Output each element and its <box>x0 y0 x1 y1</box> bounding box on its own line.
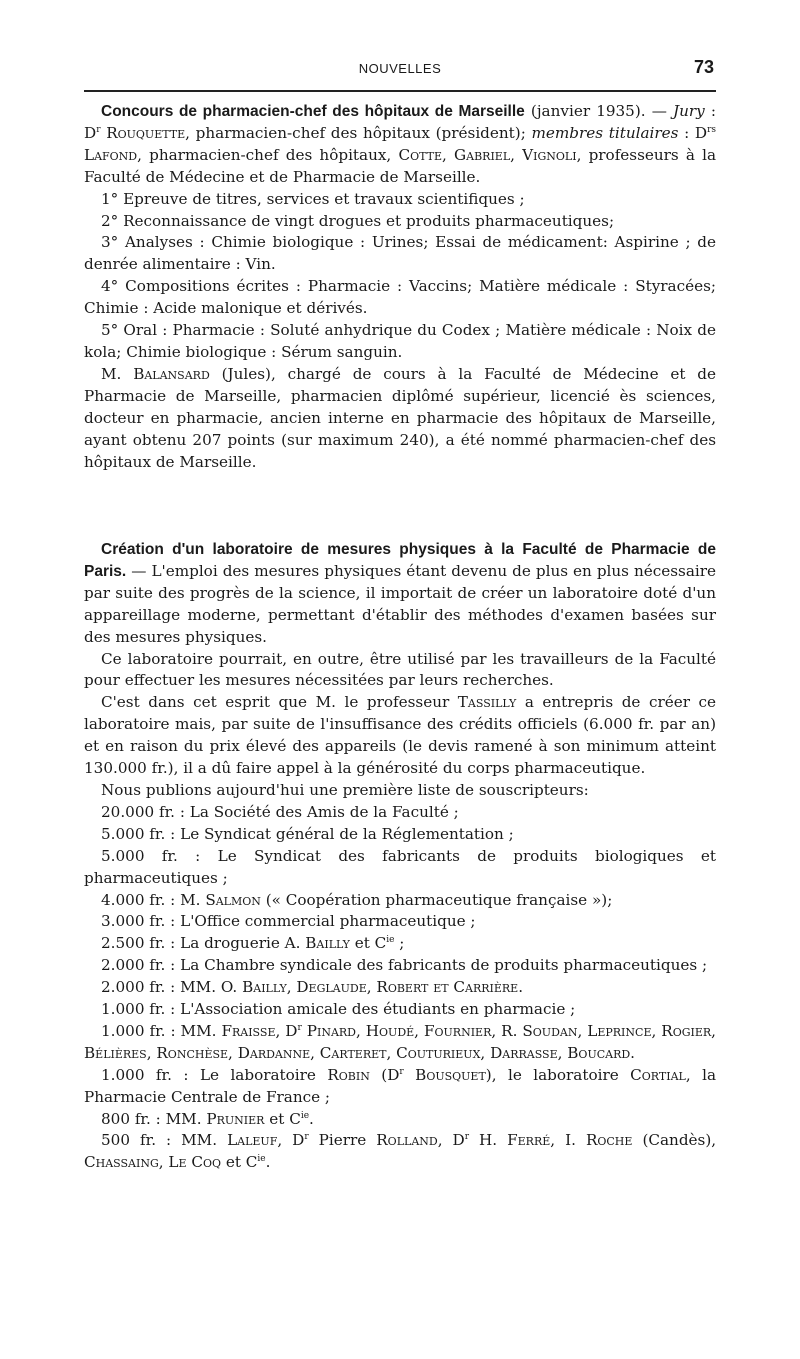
donor-item: 2.500 fr. : La droguerie A. Bailly et $C^{ie}$ ; <box>101 934 405 953</box>
donor-item: 2.000 fr. : MM. O. Bailly, Deglaude, Robert et Carrière. <box>101 978 524 997</box>
donor-item: 5.000 fr. : Le Syndicat des fabricants de produits biologiques et pharmaceutiques ; <box>84 846 716 887</box>
page-header <box>84 57 716 87</box>
donor-item: 20.000 fr. : La Société des Amis de la Faculté ; <box>101 802 459 821</box>
donor-item: 1.000 fr. : Le laboratoire Robin ($D^r$ Bousquet), le laboratoire Cortial, la Pharmacie Centrale de France ; <box>84 1065 717 1106</box>
name-balansard: Balansard <box>133 364 210 383</box>
name-rouquette: Rouquette <box>106 123 186 142</box>
donor-item: 500 fr. : MM. Laleuf, $D^r$ Pierre Rolland, $D^r$ H. Ferré, I. Roche (Candès), Chassaing, Le Coq et $C^{ie}$. <box>84 1131 717 1172</box>
donor-item: 2.000 fr. : La Chambre syndicale des fabricants de produits pharmaceutiques ; <box>101 956 708 975</box>
laboratoire-para-2: Ce laboratoire pourrait, en outre, être utilisé par les travailleurs de la Faculté pour effectuer les mesures nécessitées par leurs recherches. <box>84 649 716 690</box>
donors-list <box>84 802 716 1174</box>
section-title-laboratoire: Création d'un laboratoire de mesures physiques à la Faculté de Pharmacie de Paris. <box>84 541 716 580</box>
laboratoire-intro: Création d'un laboratoire de mesures physiques à la Faculté de Pharmacie de Paris. — L'emploi des mesures physiques étant devenu de plus en plus nécessaire par suite des progrès de la science, il importait de créer un laboratoire doté d'un appareillage moderne, permettant d'établir des méthodes d'examen basées sur des mesures physiques. <box>84 541 716 646</box>
laboratoire-para-3: C'est dans cet esprit que M. le professeur Tassilly a entrepris de créer ce laboratoire mais, par suite de l'insuffisance des crédits officiels (6.000 fr. par an) et en raison du prix élevé des appareils (le devis ramené à son minimum atteint 130.000 fr.), il a dû faire appel à la générosité du corps pharmaceutique. <box>84 693 717 778</box>
donor-item: 800 fr. : MM. Prunier et $C^{ie}$. <box>101 1109 314 1128</box>
donor-item: 4.000 fr. : M. Salmon (« Coopération pharmaceutique française »); <box>101 890 613 909</box>
donor-item: 1.000 fr. : MM. Fraisse, $D^r$ Pinard, Houdé, Fournier, R. Soudan, Leprince, Rogier, Bélières, Ronchèse, Dardanne, Carteret, Couturieux, Darrasse, Boucard. <box>84 1021 716 1062</box>
laboratoire-para-4: Nous publions aujourd'hui une première liste de souscripteurs: <box>101 780 589 799</box>
name-tassilly: Tassilly <box>457 693 517 712</box>
name-vignoli: Vignoli <box>522 145 577 164</box>
name-lafond: Lafond <box>84 145 138 164</box>
epreuve-item-1: 1° Epreuve de titres, services et travaux scientifiques ; <box>101 189 525 208</box>
donor-item: 3.000 fr. : L'Office commercial pharmaceutique ; <box>101 912 476 931</box>
concours-intro: Concours de pharmacien-chef des hôpitaux de Marseille (janvier 1935). — Jury : $D^r$ Rouquette, pharmacien-chef des hôpitaux (président); membres titulaires : $D^{rs}$ Lafond, pharmacien-chef des hôpitaux, Cotte, Gabriel, Vignoli, professeurs à la Faculté de Médecine et de Pharmacie de Marseille. <box>84 102 717 186</box>
epreuve-item-4: 4° Compositions écrites : Pharmacie : Vaccins; Matière médicale : Styracées; Chimie : Acide malonique et dérivés. <box>84 277 716 318</box>
name-gabriel: Gabriel <box>454 145 511 164</box>
running-title: NOUVELLES <box>358 61 442 76</box>
section-title-concours: Concours de pharmacien-chef des hôpitaux de Marseille <box>101 103 525 120</box>
donor-item: 5.000 fr. : Le Syndicat général de la Réglementation ; <box>101 824 514 843</box>
epreuve-item-2: 2° Reconnaissance de vingt drogues et produits pharmaceutiques; <box>101 211 615 230</box>
concours-result: M. Balansard (Jules), chargé de cours à la Faculté de Médecine et de Pharmacie de Marseille, pharmacien diplômé supérieur, licencié ès sciences, docteur en pharmacie, ancien interne en pharmacie des hôpitaux de Marseille, ayant obtenu 207 points (sur maximum 240), a été nommé pharmacien-chef des hôpitaux de Marseille. <box>84 364 716 471</box>
epreuve-item-5: 5° Oral : Pharmacie : Soluté anhydrique du Codex ; Matière médicale : Noix de kola; Chimie biologique : Sérum sanguin. <box>84 321 716 361</box>
page-number: 73 <box>693 57 714 77</box>
section-laboratoire <box>84 539 716 1174</box>
section-concours <box>84 101 716 473</box>
header-rule <box>84 90 716 92</box>
epreuve-item-3: 3° Analyses : Chimie biologique : Urines; Essai de médicament: Aspirine ; de denrée alimentaire : Vin. <box>84 233 716 274</box>
name-cotte: Cotte <box>398 145 442 164</box>
donor-item: 1.000 fr. : L'Association amicale des étudiants en pharmacie ; <box>101 1000 576 1019</box>
